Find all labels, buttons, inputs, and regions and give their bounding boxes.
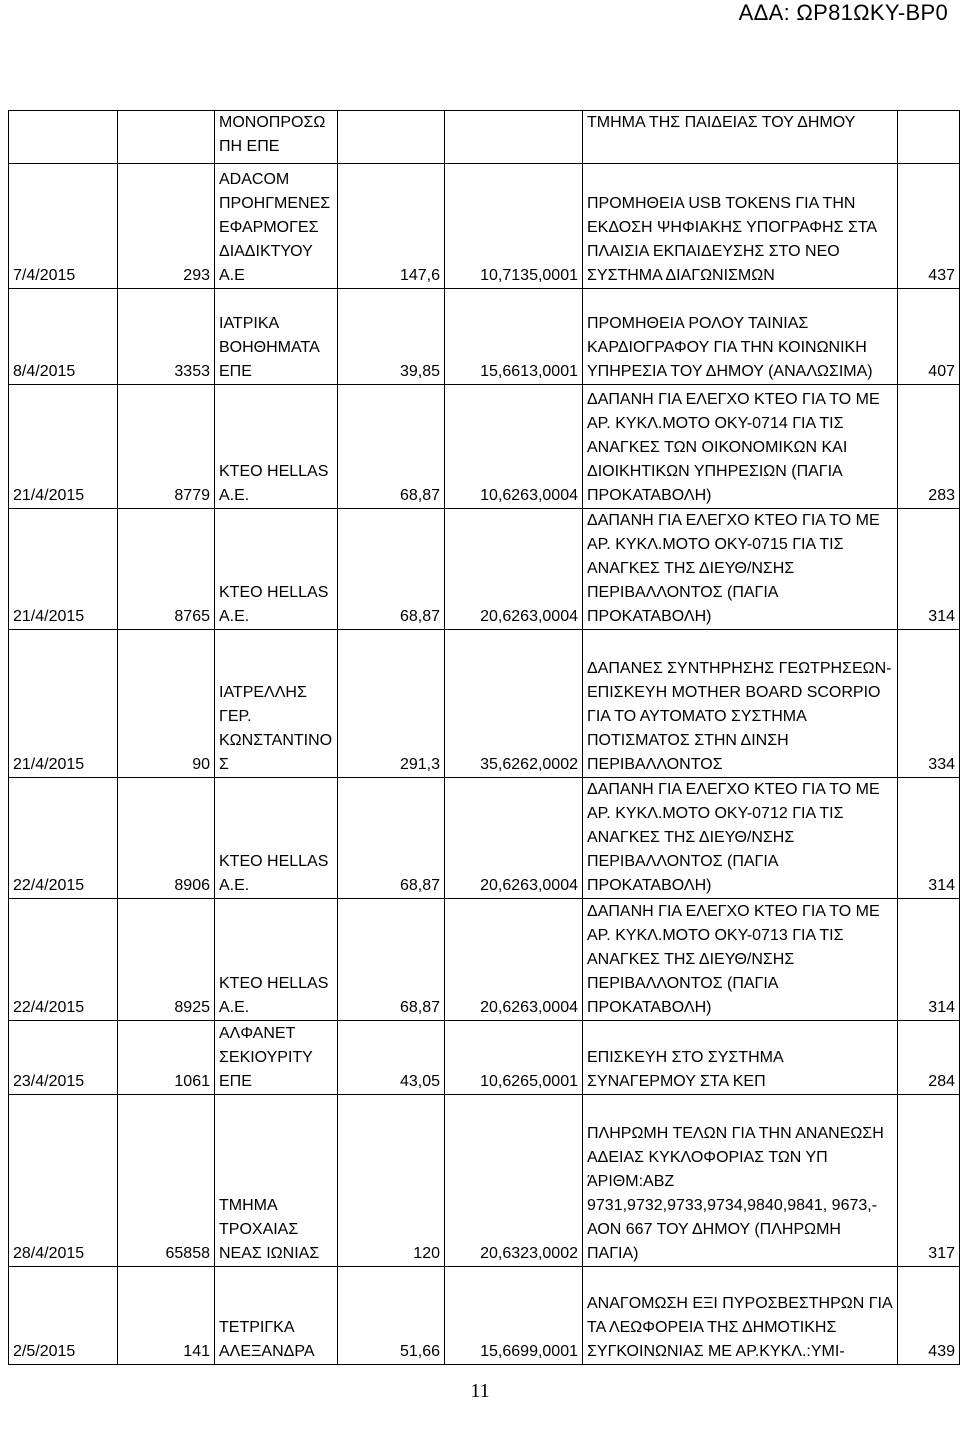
amount-cell: 68,87 [338, 899, 445, 1021]
budget-code-cell: 35,6262,0002 [445, 630, 583, 778]
amount-cell: 147,6 [338, 164, 445, 289]
budget-code-cell [445, 111, 583, 164]
doc-number-cell: 3353 [118, 289, 215, 385]
table-row [9, 289, 960, 385]
table-row [9, 111, 960, 164]
amount-cell: 39,85 [338, 289, 445, 385]
supplier-cell: ΚΤΕΟ HELLAS Α.Ε. [215, 899, 338, 1021]
reference-cell: 314 [898, 509, 960, 630]
table-row [9, 899, 960, 1021]
date-cell [9, 111, 118, 164]
doc-number-cell: 141 [118, 1267, 215, 1365]
supplier-cell: ΤΕΤΡΙΓΚΑ ΑΛΕΞΑΝΔΡΑ [215, 1267, 338, 1365]
date-cell: 2/5/2015 [9, 1267, 118, 1365]
reference-cell: 284 [898, 1021, 960, 1095]
date-cell: 21/4/2015 [9, 385, 118, 509]
table-row [9, 509, 960, 630]
doc-number-cell: 1061 [118, 1021, 215, 1095]
supplier-cell: ΚΤΕΟ HELLAS Α.Ε. [215, 509, 338, 630]
table-row [9, 778, 960, 899]
amount-cell: 120 [338, 1095, 445, 1267]
amount-cell: 291,3 [338, 630, 445, 778]
amount-cell: 68,87 [338, 385, 445, 509]
budget-code-cell: 10,6263,0004 [445, 385, 583, 509]
doc-number-cell: 8906 [118, 778, 215, 899]
doc-number-cell: 90 [118, 630, 215, 778]
budget-code-cell: 20,6323,0002 [445, 1095, 583, 1267]
description-cell: ΠΡΟΜΗΘΕΙΑ ΡΟΛΟΥ ΤΑΙΝΙΑΣ ΚΑΡΔΙΟΓΡΑΦΟΥ ΓΙΑ ΤΗΝ ΚΟΙΝΩΝΙΚΗ ΥΠΗΡΕΣΙΑ ΤΟΥ ΔΗΜΟΥ (ΑΝΑΛΩΣΙΜΑ) [583, 289, 898, 385]
table-row [9, 1095, 960, 1267]
date-cell: 21/4/2015 [9, 630, 118, 778]
payments-table [8, 110, 960, 1365]
supplier-cell: ΚΤΕΟ HELLAS Α.Ε. [215, 778, 338, 899]
budget-code-cell: 15,6613,0001 [445, 289, 583, 385]
date-cell: 23/4/2015 [9, 1021, 118, 1095]
reference-cell: 334 [898, 630, 960, 778]
table-row [9, 1021, 960, 1095]
supplier-cell: ADACOM ΠΡΟΗΓΜΕΝΕΣ ΕΦΑΡΜΟΓΕΣ ΔΙΑΔΙΚΤΥΟΥ Α.Ε [215, 164, 338, 289]
table-row [9, 385, 960, 509]
table-row [9, 164, 960, 289]
budget-code-cell: 10,6265,0001 [445, 1021, 583, 1095]
description-cell: ΑΝΑΓΟΜΩΣΗ ΕΞΙ ΠΥΡΟΣΒΕΣΤΗΡΩΝ ΓΙΑ ΤΑ ΛΕΩΦΟΡΕΙΑ ΤΗΣ ΔΗΜΟΤΙΚΗΣ ΣΥΓΚΟΙΝΩΝΙΑΣ ΜΕ ΑΡ.ΚΥΚΛ.:ΥΜΙ- [583, 1267, 898, 1365]
description-cell: ΔΑΠΑΝΗ ΓΙΑ ΕΛΕΓΧΟ ΚΤΕΟ ΓΙΑ ΤΟ ΜΕ ΑΡ. ΚΥΚΛ.ΜΟΤΟ ΟΚΥ-0712 ΓΙΑ ΤΙΣ ΑΝΑΓΚΕΣ ΤΗΣ ΔΙΕΥΘ/ΝΣΗΣ ΠΕΡΙΒΑΛΛΟΝΤΟΣ (ΠΑΓΙΑ ΠΡΟΚΑΤΑΒΟΛΗ) [583, 778, 898, 899]
doc-number-cell: 8779 [118, 385, 215, 509]
reference-cell: 314 [898, 899, 960, 1021]
amount-cell: 68,87 [338, 509, 445, 630]
description-cell: ΠΡΟΜΗΘΕΙΑ USB TOKENS ΓΙΑ ΤΗΝ ΕΚΔΟΣΗ ΨΗΦΙΑΚΗΣ ΥΠΟΓΡΑΦΗΣ ΣΤΑ ΠΛΑΙΣΙΑ ΕΚΠΑΙΔΕΥΣΗΣ ΣΤΟ ΝΕΟ ΣΥΣΤΗΜΑ ΔΙΑΓΩΝΙΣΜΩΝ [583, 164, 898, 289]
date-cell: 22/4/2015 [9, 778, 118, 899]
reference-cell: 317 [898, 1095, 960, 1267]
budget-code-cell: 20,6263,0004 [445, 509, 583, 630]
description-cell: ΔΑΠΑΝΕΣ ΣΥΝΤΗΡΗΣΗΣ ΓΕΩΤΡΗΣΕΩΝ-ΕΠΙΣΚΕΥΗ MOTHER BOARD SCORPIO ΓΙΑ ΤΟ ΑΥΤΟΜΑΤΟ ΣΥΣΤΗΜΑ ΠΟΤΙΣΜΑΤΟΣ ΣΤΗΝ ΔΙΝΣΗ ΠΕΡΙΒΑΛΛΟΝΤΟΣ [583, 630, 898, 778]
description-cell: ΔΑΠΑΝΗ ΓΙΑ ΕΛΕΓΧΟ ΚΤΕΟ ΓΙΑ ΤΟ ΜΕ ΑΡ. ΚΥΚΛ.ΜΟΤΟ ΟΚΥ-0714 ΓΙΑ ΤΙΣ ΑΝΑΓΚΕΣ ΤΩΝ ΟΙΚΟΝΟΜΙΚΩΝ ΚΑΙ ΔΙΟΙΚΗΤΙΚΩΝ ΥΠΗΡΕΣΙΩΝ (ΠΑΓΙΑ ΠΡΟΚΑΤΑΒΟΛΗ) [583, 385, 898, 509]
page-number: 11 [470, 1380, 490, 1402]
amount-cell [338, 111, 445, 164]
description-cell: ΕΠΙΣΚΕΥΗ ΣΤΟ ΣΥΣΤΗΜΑ ΣΥΝΑΓΕΡΜΟΥ ΣΤΑ ΚΕΠ [583, 1021, 898, 1095]
table-row [9, 1267, 960, 1365]
table-row [9, 630, 960, 778]
amount-cell: 43,05 [338, 1021, 445, 1095]
description-cell: ΔΑΠΑΝΗ ΓΙΑ ΕΛΕΓΧΟ ΚΤΕΟ ΓΙΑ ΤΟ ΜΕ ΑΡ. ΚΥΚΛ.ΜΟΤΟ ΟΚΥ-0715 ΓΙΑ ΤΙΣ ΑΝΑΓΚΕΣ ΤΗΣ ΔΙΕΥΘ/ΝΣΗΣ ΠΕΡΙΒΑΛΛΟΝΤΟΣ (ΠΑΓΙΑ ΠΡΟΚΑΤΑΒΟΛΗ) [583, 509, 898, 630]
date-cell: 8/4/2015 [9, 289, 118, 385]
doc-number-cell: 65858 [118, 1095, 215, 1267]
budget-code-cell: 20,6263,0004 [445, 778, 583, 899]
doc-number-cell: 8765 [118, 509, 215, 630]
reference-cell: 437 [898, 164, 960, 289]
description-cell: ΠΛΗΡΩΜΗ ΤΕΛΩΝ ΓΙΑ ΤΗΝ ΑΝΑΝΕΩΣΗ ΑΔΕΙΑΣ ΚΥΚΛΟΦΟΡΙΑΣ ΤΩΝ ΥΠ ΆΡΙΘΜ:ΑΒΖ 9731,9732,9733,9734,9840,9841, 9673,-ΑΟΝ 667 ΤΟΥ ΔΗΜΟΥ (ΠΛΗΡΩΜΗ ΠΑΓΙΑ) [583, 1095, 898, 1267]
supplier-cell: ΚΤΕΟ HELLAS Α.Ε. [215, 385, 338, 509]
supplier-cell: ΤΜΗΜΑ ΤΡΟΧΑΙΑΣ ΝΕΑΣ ΙΩΝΙΑΣ [215, 1095, 338, 1267]
date-cell: 21/4/2015 [9, 509, 118, 630]
reference-cell: 283 [898, 385, 960, 509]
doc-number-cell: 293 [118, 164, 215, 289]
budget-code-cell: 15,6699,0001 [445, 1267, 583, 1365]
reference-cell: 439 [898, 1267, 960, 1365]
supplier-cell: ΙΑΤΡΕΛΛΗΣ ΓΕΡ. ΚΩΝΣΤΑΝΤΙΝΟ Σ [215, 630, 338, 778]
supplier-cell: ΜΟΝΟΠΡΟΣΩ ΠΗ ΕΠΕ [215, 111, 338, 164]
ada-code: ΑΔΑ: ΩΡ81ΩΚΥ-ΒΡ0 [738, 0, 948, 25]
budget-code-cell: 10,7135,0001 [445, 164, 583, 289]
date-cell: 7/4/2015 [9, 164, 118, 289]
reference-cell: 407 [898, 289, 960, 385]
description-cell: ΤΜΗΜΑ ΤΗΣ ΠΑΙΔΕΙΑΣ ΤΟΥ ΔΗΜΟΥ [583, 111, 898, 164]
supplier-cell: ΑΛΦΑΝΕΤ ΣΕΚΙΟΥΡΙΤΥ ΕΠΕ [215, 1021, 338, 1095]
amount-cell: 68,87 [338, 778, 445, 899]
reference-cell [898, 111, 960, 164]
amount-cell: 51,66 [338, 1267, 445, 1365]
supplier-cell: ΙΑΤΡΙΚΑ ΒΟΗΘΗΜΑΤΑ ΕΠΕ [215, 289, 338, 385]
budget-code-cell: 20,6263,0004 [445, 899, 583, 1021]
doc-number-cell: 8925 [118, 899, 215, 1021]
date-cell: 22/4/2015 [9, 899, 118, 1021]
date-cell: 28/4/2015 [9, 1095, 118, 1267]
description-cell: ΔΑΠΑΝΗ ΓΙΑ ΕΛΕΓΧΟ ΚΤΕΟ ΓΙΑ ΤΟ ΜΕ ΑΡ. ΚΥΚΛ.ΜΟΤΟ ΟΚΥ-0713 ΓΙΑ ΤΙΣ ΑΝΑΓΚΕΣ ΤΗΣ ΔΙΕΥΘ/ΝΣΗΣ ΠΕΡΙΒΑΛΛΟΝΤΟΣ (ΠΑΓΙΑ ΠΡΟΚΑΤΑΒΟΛΗ) [583, 899, 898, 1021]
doc-number-cell [118, 111, 215, 164]
reference-cell: 314 [898, 778, 960, 899]
